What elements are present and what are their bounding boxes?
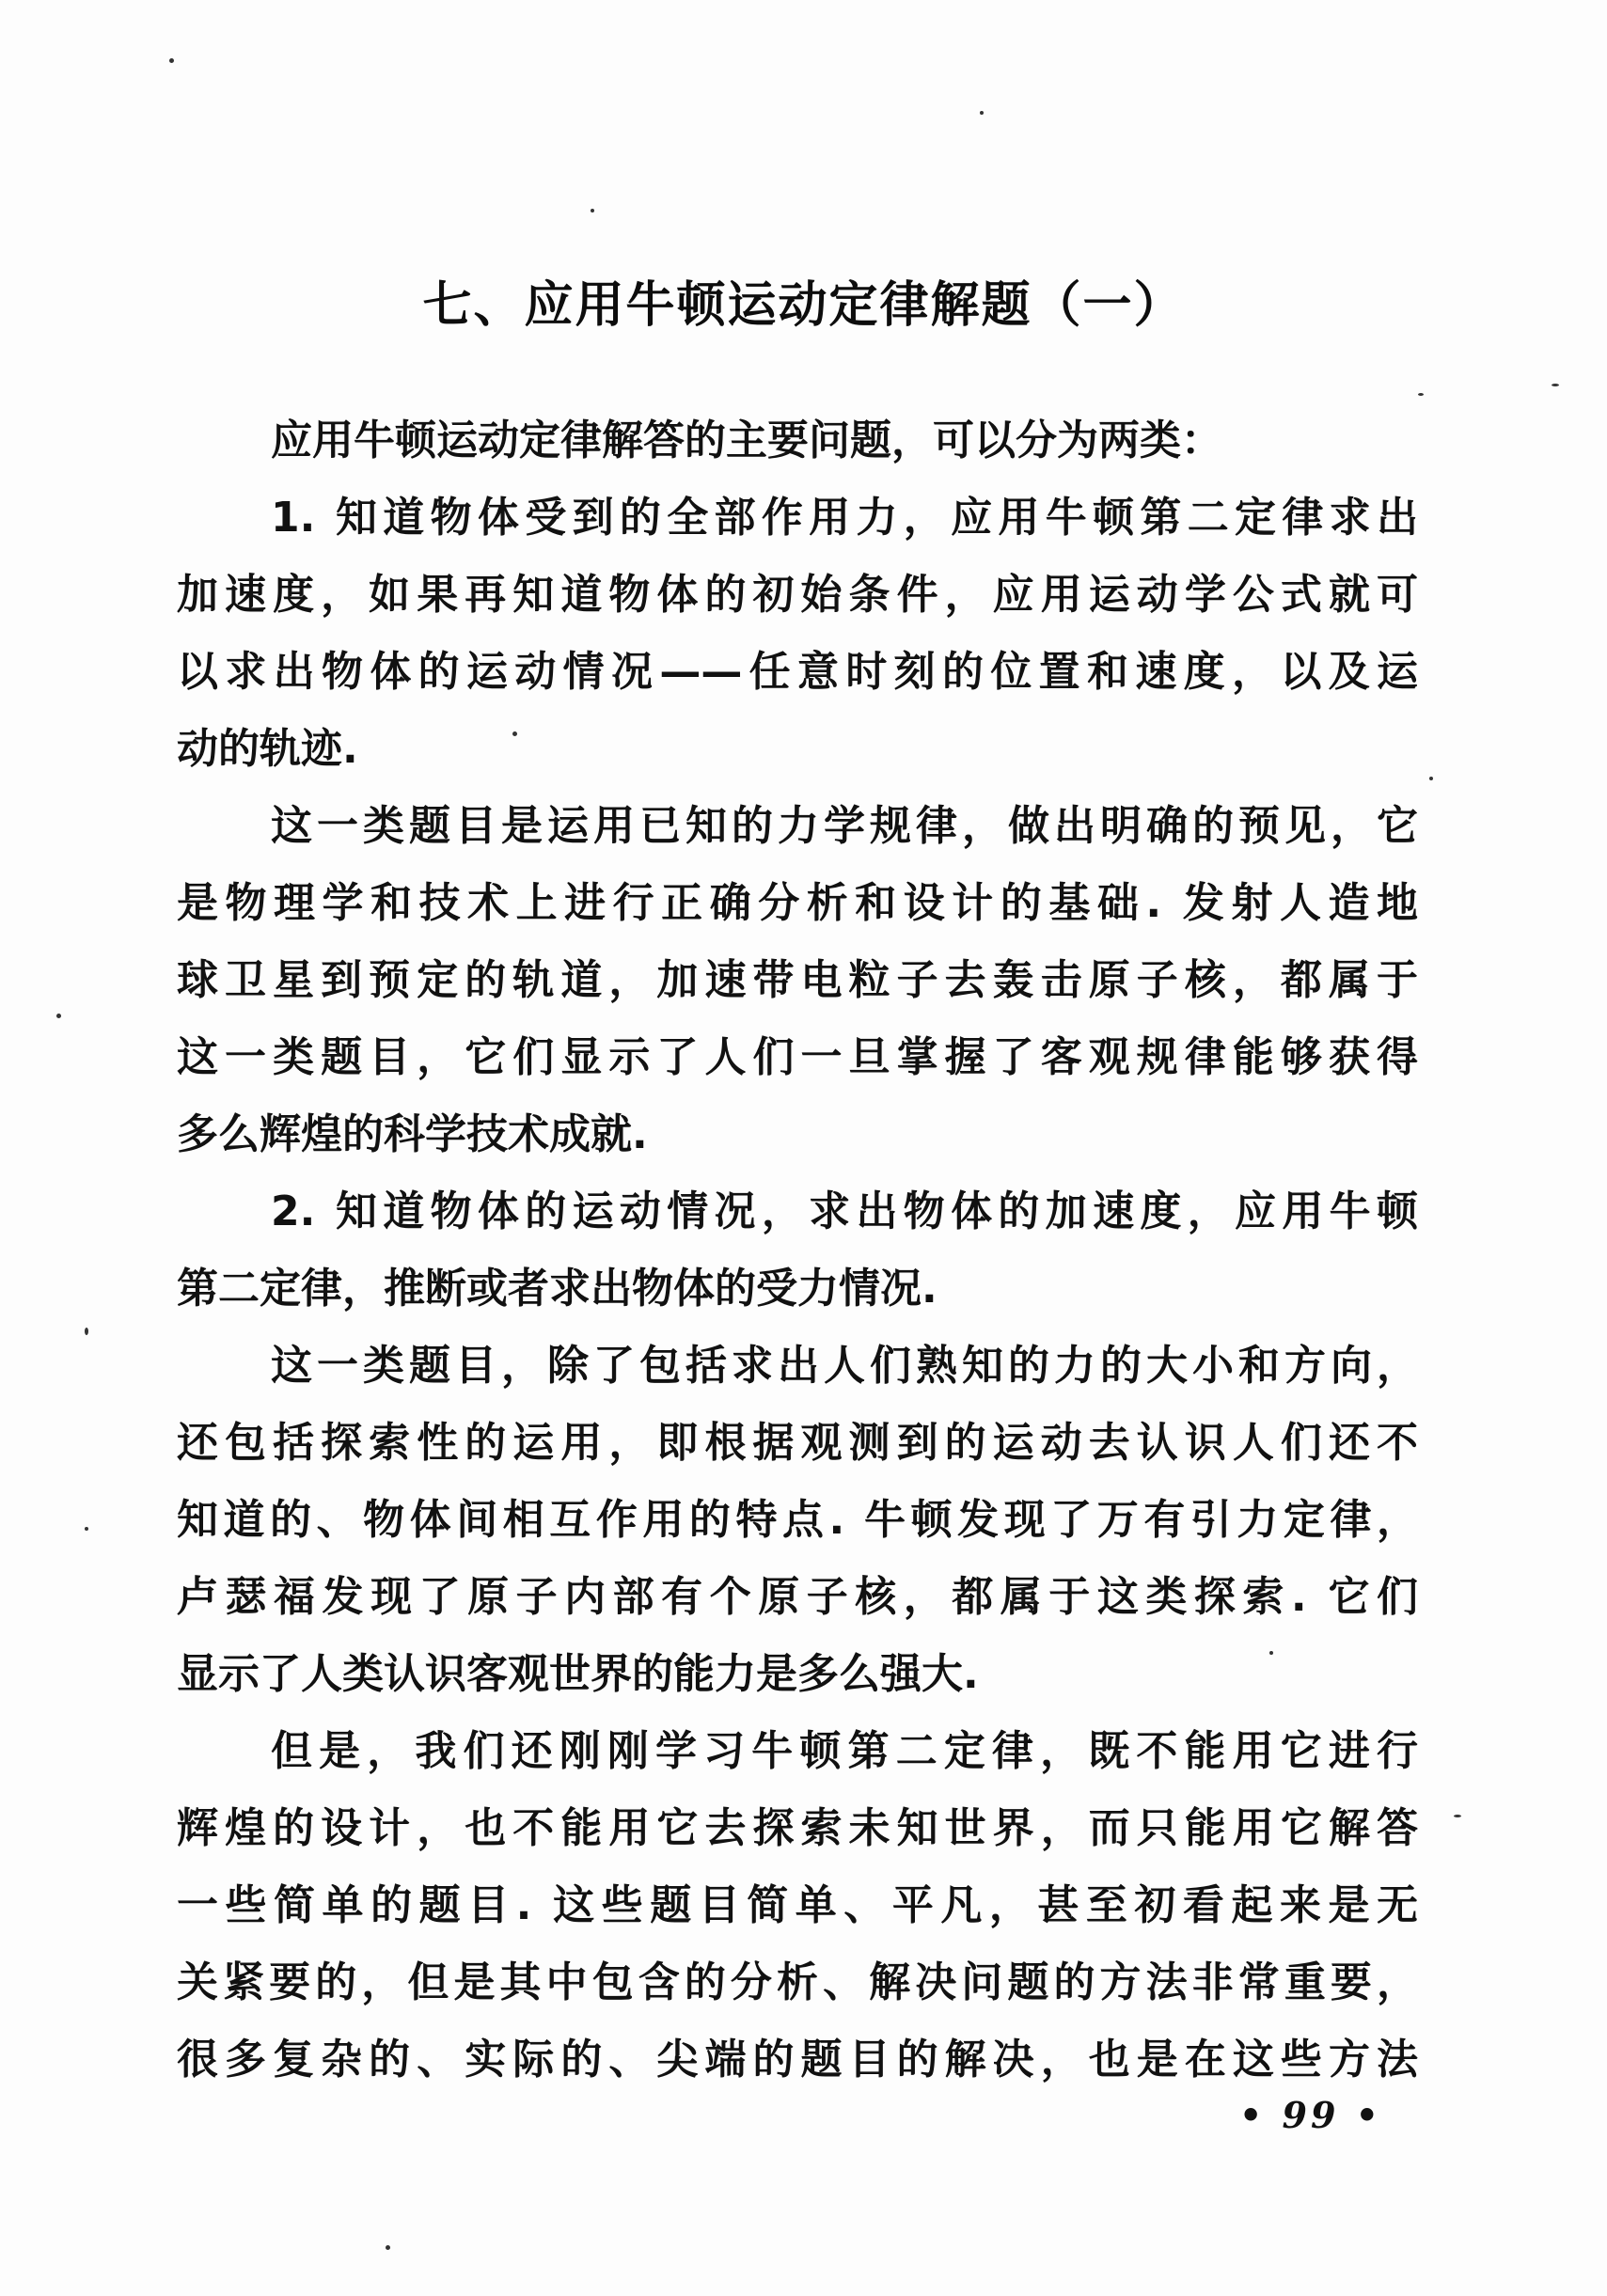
paragraph-exploration (177, 1328, 1418, 1713)
scan-speck (386, 2245, 390, 2250)
text-line: 知道的、物体间相互作用的特点. 牛顿发现了万有引力定律， (177, 1496, 1418, 1544)
scan-speck (1269, 1651, 1273, 1655)
text-line: 这一类题目，它们显示了人们一旦掌握了客观规律能够获得 (177, 1033, 1418, 1081)
text-line: 应用牛顿运动定律解答的主要问题，可以分为两类： (271, 417, 1222, 464)
scan-speck (980, 111, 984, 115)
paragraph-prediction (177, 788, 1418, 1173)
scan-speck (56, 1014, 61, 1018)
text-line: 但是，我们还刚刚学习牛顿第二定律，既不能用它进行 (271, 1727, 1418, 1775)
text-line: 这一类题目，除了包括求出人们熟知的力的大小和方向， (271, 1342, 1418, 1390)
scan-speck (1454, 1815, 1461, 1817)
scan-speck (1418, 393, 1424, 396)
text-line: 第二定律，推断或者求出物体的受力情况. (177, 1265, 937, 1313)
scan-speck (85, 1328, 88, 1335)
paragraph-item-1 (177, 480, 1418, 788)
body-text (177, 402, 1418, 2099)
text-line: 加速度，如果再知道物体的初始条件，应用运动学公式就可 (177, 571, 1418, 619)
text-line: 1. 知道物体受到的全部作用力，应用牛顿第二定律求出 (271, 494, 1418, 542)
scan-speck (1552, 384, 1559, 386)
paragraph-item-2 (177, 1173, 1418, 1328)
scan-speck (512, 731, 517, 736)
text-line: 卢瑟福发现了原子内部有个原子核，都属于这类探索. 它们 (177, 1573, 1418, 1621)
text-line: 辉煌的设计，也不能用它去探索未知世界，而只能用它解答 (177, 1804, 1418, 1852)
text-line: 2. 知道物体的运动情况，求出物体的加速度，应用牛顿 (271, 1187, 1418, 1235)
text-line: 动的轨迹. (177, 725, 358, 773)
text-line: 关紧要的，但是其中包含的分析、解决问题的方法非常重要， (177, 1958, 1418, 2006)
page-number: • 99 • (1239, 2094, 1382, 2136)
scan-speck (591, 209, 594, 212)
text-line: 很多复杂的、实际的、尖端的题目的解决，也是在这些方法 (177, 2036, 1418, 2084)
paragraph-methods (177, 1713, 1418, 2099)
text-line: 是物理学和技术上进行正确分析和设计的基础. 发射人造地 (177, 879, 1418, 927)
text-line: 还包括探索性的运用，即根据观测到的运动去认识人们还不 (177, 1419, 1418, 1467)
text-line: 球卫星到预定的轨道，加速带电粒子去轰击原子核，都属于 (177, 956, 1418, 1004)
paragraph-intro (177, 402, 1418, 480)
text-line: 一些简单的题目. 这些题目简单、平凡，甚至初看起来是无 (177, 1881, 1418, 1929)
text-line: 多么辉煌的科学技术成就. (177, 1110, 648, 1158)
scan-speck (85, 1527, 88, 1531)
text-line: 以求出物体的运动情况——任意时刻的位置和速度，以及运 (177, 648, 1418, 696)
chapter-title: 七、应用牛顿运动定律解题（一） (422, 276, 1185, 334)
scan-speck (1429, 777, 1433, 780)
text-line: 这一类题目是运用已知的力学规律，做出明确的预见，它 (271, 802, 1418, 850)
text-line: 显示了人类认识客观世界的能力是多么强大. (177, 1650, 979, 1698)
scan-speck (169, 58, 174, 63)
